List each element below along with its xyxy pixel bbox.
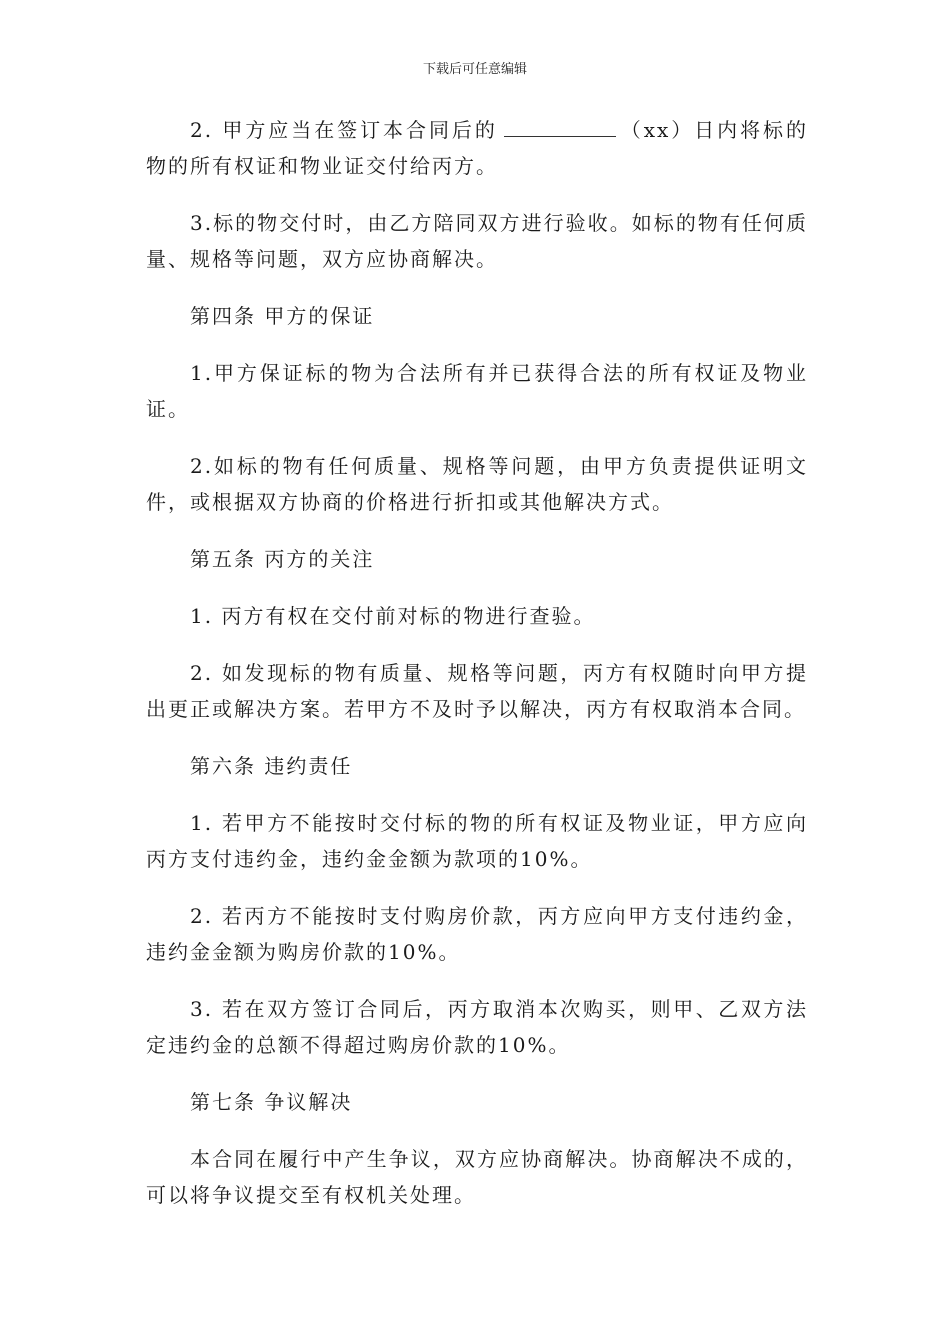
paragraph-correction-right: 2. 如发现标的物有质量、规格等问题，丙方有权随时向甲方提出更正或解决方案。若甲方不及时予以解决，丙方有权取消本合同。: [146, 661, 808, 721]
page-header: 下载后可任意编辑: [422, 62, 527, 77]
blank-fill-line: [504, 112, 616, 137]
paragraph-text: （xx）日内将标的物的所有权证和物业证交付给丙方。: [146, 118, 808, 178]
paragraph-penalty-cancellation: 3. 若在双方签订合同后，丙方取消本次购买，则甲、乙双方法定违约金的总额不得超过购房价款的10%。: [146, 997, 808, 1057]
section-heading-article-7: 第七条 争议解决: [190, 1090, 353, 1114]
paragraph-delivery-deadline: [146, 112, 808, 184]
paragraph-legal-ownership: 1.甲方保证标的物为合法所有并已获得合法的所有权证及物业证。: [146, 361, 808, 421]
section-heading-article-4: 第四条 甲方的保证: [190, 304, 375, 328]
paragraph-inspection-right: 1. 丙方有权在交付前对标的物进行查验。: [190, 604, 596, 628]
paragraph-inspection: 3.标的物交付时，由乙方陪同双方进行验收。如标的物有任何质量、规格等问题，双方应协商解决。: [146, 211, 808, 271]
paragraph-quality-issues: 2.如标的物有任何质量、规格等问题，由甲方负责提供证明文件，或根据双方协商的价格进行折扣或其他解决方式。: [146, 454, 808, 514]
section-heading-article-5: 第五条 丙方的关注: [190, 547, 375, 571]
paragraph-dispute-resolution: 本合同在履行中产生争议，双方应协商解决。协商解决不成的，可以将争议提交至有权机关处理。: [146, 1147, 808, 1207]
paragraph-penalty-party-c: 2. 若丙方不能按时支付购房价款，丙方应向甲方支付违约金，违约金金额为购房价款的10%。: [146, 904, 808, 964]
paragraph-penalty-party-a: 1. 若甲方不能按时交付标的物的所有权证及物业证，甲方应向丙方支付违约金，违约金金额为款项的10%。: [146, 811, 808, 871]
section-heading-article-6: 第六条 违约责任: [190, 754, 353, 778]
paragraph-text: 2. 甲方应当在签订本合同后的: [190, 118, 498, 142]
document-body: [146, 112, 808, 1234]
